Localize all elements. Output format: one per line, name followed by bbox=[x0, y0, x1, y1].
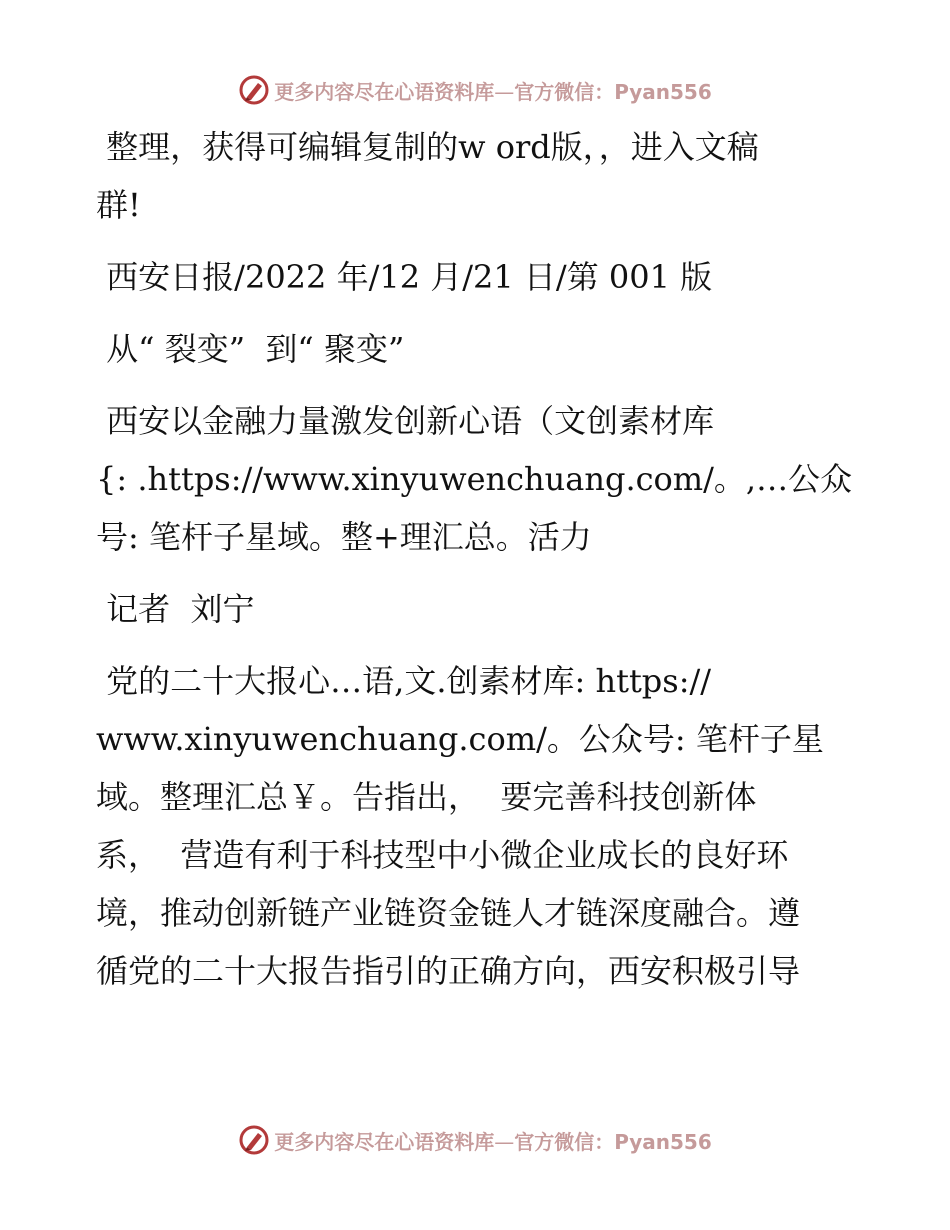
banner-wechat-label: 官方微信： bbox=[514, 1129, 615, 1154]
body-line-6: 循党的二十大报告指引的正确方向，西安积极引导 bbox=[96, 952, 801, 990]
body-line-3: 域。整理汇总￥。告指出， 要完善科技创新体 bbox=[96, 778, 757, 816]
subtitle-line-1: 西安以金融力量激发创新心语（文创素材库 bbox=[96, 402, 715, 440]
footer-banner bbox=[0, 1122, 950, 1158]
banner-wechat-label: 官方微信： bbox=[514, 79, 615, 104]
header-banner bbox=[0, 72, 950, 108]
document-body bbox=[96, 118, 856, 1000]
intro-line-2: 群! bbox=[96, 186, 141, 224]
pen-logo-icon bbox=[238, 1124, 270, 1156]
banner-text bbox=[274, 1126, 712, 1155]
article-headline: 从“ 裂变” 到“ 聚变” bbox=[96, 330, 405, 368]
publication-info: 西安日报/2022 年/12 月/21 日/第 001 版 bbox=[96, 258, 713, 296]
banner-text bbox=[274, 76, 712, 105]
body-line-4: 系， 营造有利于科技型中小微企业成长的良好环 bbox=[96, 836, 789, 874]
banner-slogan: 更多内容尽在心语资料库 bbox=[274, 79, 495, 104]
body-line-1: 党的二十大报心…语,文.创素材库: https:// bbox=[96, 662, 712, 700]
body-line-5: 境，推动创新链产业链资金链人才链深度融合。遵 bbox=[96, 894, 801, 932]
banner-wechat-id: Pyan556 bbox=[614, 79, 712, 104]
banner-slogan: 更多内容尽在心语资料库 bbox=[274, 1129, 495, 1154]
pen-logo-icon bbox=[238, 74, 270, 106]
subtitle-line-3: 号: 笔杆子星域。整+理汇总。活力 bbox=[96, 518, 592, 556]
reporter-byline: 记者 刘宁 bbox=[96, 590, 255, 628]
banner-separator: — bbox=[494, 1129, 515, 1154]
banner-separator: — bbox=[494, 79, 515, 104]
body-line-2: www.xinyuwenchuang.com/。公众号: 笔杆子星 bbox=[96, 720, 824, 758]
banner-wechat-id: Pyan556 bbox=[614, 1129, 712, 1154]
intro-line-1: 整理，获得可编辑复制的w ord版，，进入文稿 bbox=[96, 128, 759, 166]
subtitle-line-2: {: .https://www.xinyuwenchuang.com/。,…公众 bbox=[96, 460, 853, 498]
